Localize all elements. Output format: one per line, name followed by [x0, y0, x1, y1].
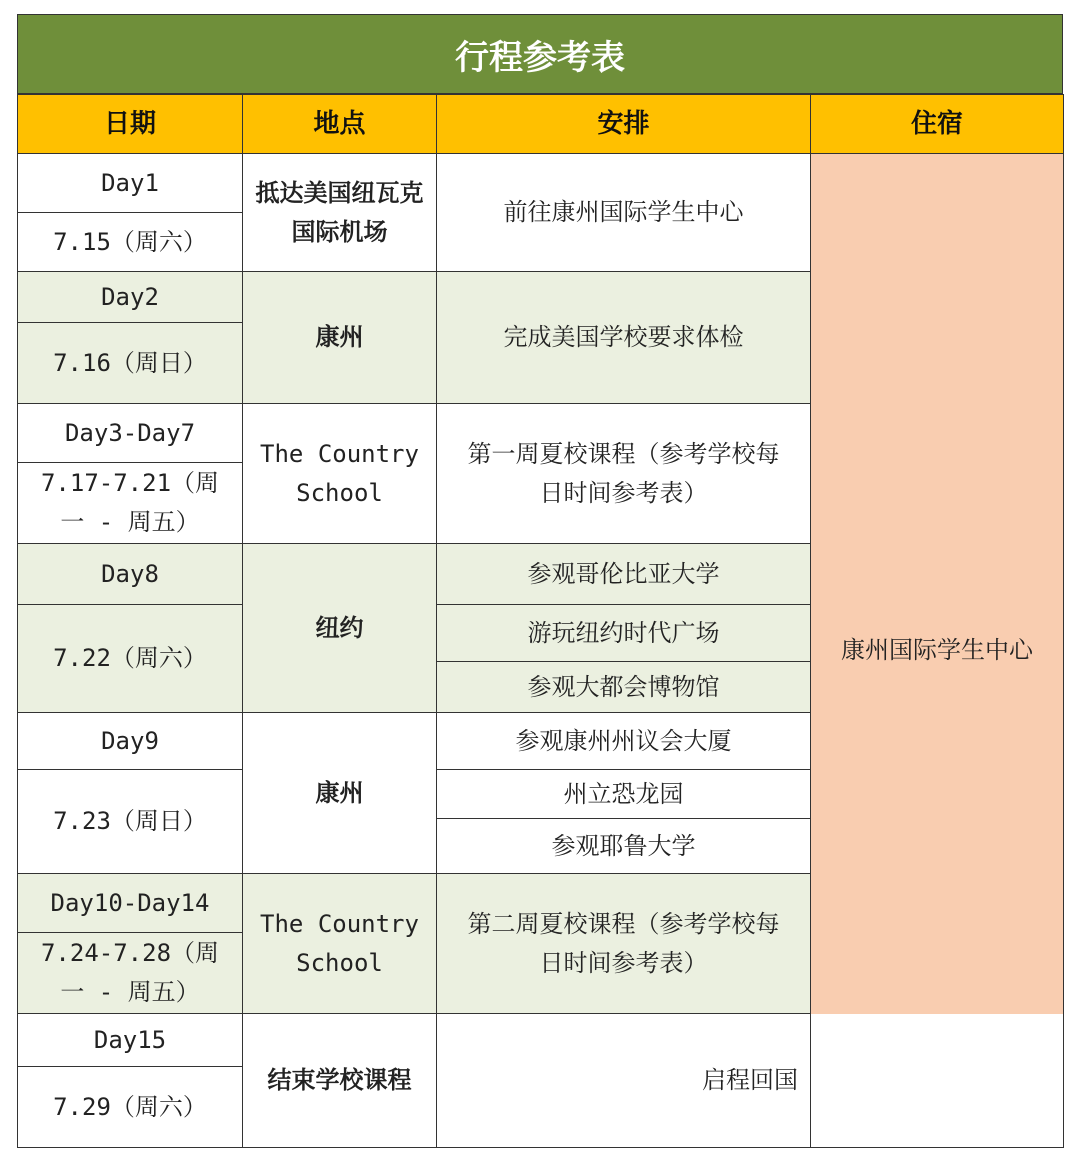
arrangement-cell: 第一周夏校课程（参考学校每日时间参考表） [437, 404, 811, 544]
arrangement-cell: 参观耶鲁大学 [437, 819, 811, 874]
day-cell: Day2 [18, 272, 243, 323]
place-cell: 康州 [243, 272, 437, 404]
date-cell: 7.15（周六） [18, 213, 243, 272]
day-cell: Day1 [18, 154, 243, 213]
place-cell: 纽约 [243, 544, 437, 713]
itinerary-table [17, 94, 1064, 1148]
place-cell: 结束学校课程 [243, 1014, 437, 1148]
day-cell: Day10-Day14 [18, 874, 243, 933]
header-row [18, 95, 1064, 154]
date-cell: 7.17-7.21（周一 - 周五） [18, 463, 243, 544]
arrangement-cell: 参观康州州议会大厦 [437, 713, 811, 770]
date-cell: 7.29（周六） [18, 1067, 243, 1148]
arrangement-cell: 前往康州国际学生中心 [437, 154, 811, 272]
place-cell: The Country School [243, 404, 437, 544]
header-arrangement: 安排 [437, 95, 811, 154]
lodging-cell: 康州国际学生中心 [811, 154, 1064, 1148]
arrangement-cell: 参观哥伦比亚大学 [437, 544, 811, 605]
day-cell: Day9 [18, 713, 243, 770]
arrangement-cell: 完成美国学校要求体检 [437, 272, 811, 404]
table-row [18, 154, 1064, 213]
date-cell: 7.16（周日） [18, 323, 243, 404]
place-cell: 康州 [243, 713, 437, 874]
table-row [18, 1014, 1064, 1067]
itinerary-page [17, 14, 1063, 1148]
date-cell: 7.23（周日） [18, 770, 243, 874]
arrangement-cell: 启程回国 [437, 1014, 1064, 1148]
arrangement-cell: 游玩纽约时代广场 [437, 605, 811, 662]
arrangement-cell: 第二周夏校课程（参考学校每日时间参考表） [437, 874, 811, 1014]
header-place: 地点 [243, 95, 437, 154]
day-cell: Day8 [18, 544, 243, 605]
place-cell: 抵达美国纽瓦克国际机场 [243, 154, 437, 272]
place-cell: The Country School [243, 874, 437, 1014]
arrangement-cell: 参观大都会博物馆 [437, 662, 811, 713]
header-lodging: 住宿 [811, 95, 1064, 154]
date-cell: 7.24-7.28（周一 - 周五） [18, 933, 243, 1014]
day-cell: Day3-Day7 [18, 404, 243, 463]
table-title: 行程参考表 [17, 14, 1063, 94]
day-cell: Day15 [18, 1014, 243, 1067]
header-date: 日期 [18, 95, 243, 154]
date-cell: 7.22（周六） [18, 605, 243, 713]
arrangement-cell: 州立恐龙园 [437, 770, 811, 819]
